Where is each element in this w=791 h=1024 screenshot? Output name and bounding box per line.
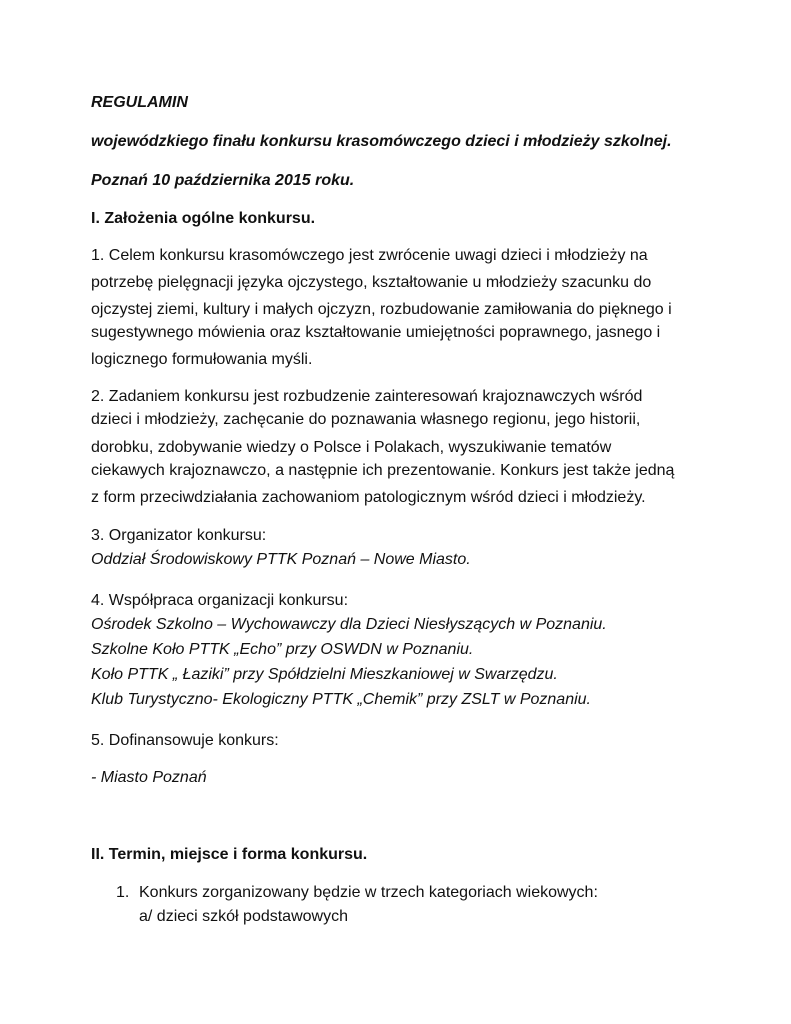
document-place-date: Poznań 10 października 2015 roku. <box>91 172 355 189</box>
paragraph-1-line: 1. Celem konkursu krasomówczego jest zwrócenie uwagi dzieci i młodzieży na <box>91 247 648 264</box>
cooperation-item: Koło PTTK „ Łaziki” przy Spółdzielni Mieszkaniowej w Swarzędzu. <box>91 666 558 683</box>
cooperation-item: Szkolne Koło PTTK „Echo” przy OSWDN w Poznaniu. <box>91 641 474 658</box>
cooperation-item: Ośrodek Szkolno – Wychowawczy dla Dzieci Niesłyszących w Poznaniu. <box>91 616 607 633</box>
section-1-heading: I. Założenia ogólne konkursu. <box>91 210 316 227</box>
organizer-label: 3. Organizator konkursu: <box>91 527 267 544</box>
funding-value: - Miasto Poznań <box>91 769 207 786</box>
paragraph-2-line: dorobku, zdobywanie wiedzy o Polsce i Polakach, wyszukiwanie tematów <box>91 439 612 456</box>
list-number: 1. <box>116 884 130 901</box>
list-item-text: Konkurs zorganizowany będzie w trzech kategoriach wiekowych: <box>139 884 598 901</box>
paragraph-1-line: logicznego formułowania myśli. <box>91 351 313 368</box>
paragraph-1-line: ojczystej ziemi, kultury i małych ojczyzn, rozbudowanie zamiłowania do pięknego i <box>91 301 672 318</box>
document-title: REGULAMIN <box>91 94 188 111</box>
section-2-heading: II. Termin, miejsce i forma konkursu. <box>91 846 368 863</box>
list-item-subtext: a/ dzieci szkół podstawowych <box>139 908 348 925</box>
paragraph-2-line: z form przeciwdziałania zachowaniom patologicznym wśród dzieci i młodzieży. <box>91 489 646 506</box>
document-subtitle: wojewódzkiego finału konkursu krasomówczego dzieci i młodzieży szkolnej. <box>91 133 672 150</box>
organizer-value: Oddział Środowiskowy PTTK Poznań – Nowe Miasto. <box>91 551 471 568</box>
paragraph-2-line: ciekawych krajoznawczo, a następnie ich prezentowanie. Konkurs jest także jedną <box>91 462 675 479</box>
cooperation-label: 4. Współpraca organizacji konkursu: <box>91 592 349 609</box>
paragraph-2-line: dzieci i młodzieży, zachęcanie do poznawania własnego regionu, jego historii, <box>91 411 641 428</box>
paragraph-1-line: sugestywnego mówienia oraz kształtowanie umiejętności poprawnego, jasnego i <box>91 324 661 341</box>
funding-label: 5. Dofinansowuje konkurs: <box>91 732 279 749</box>
paragraph-1-line: potrzebę pielęgnacji języka ojczystego, kształtowanie u młodzieży szacunku do <box>91 274 652 291</box>
cooperation-item: Klub Turystyczno- Ekologiczny PTTK „Chemik” przy ZSLT w Poznaniu. <box>91 691 591 708</box>
paragraph-2-line: 2. Zadaniem konkursu jest rozbudzenie zainteresowań krajoznawczych wśród <box>91 388 643 405</box>
